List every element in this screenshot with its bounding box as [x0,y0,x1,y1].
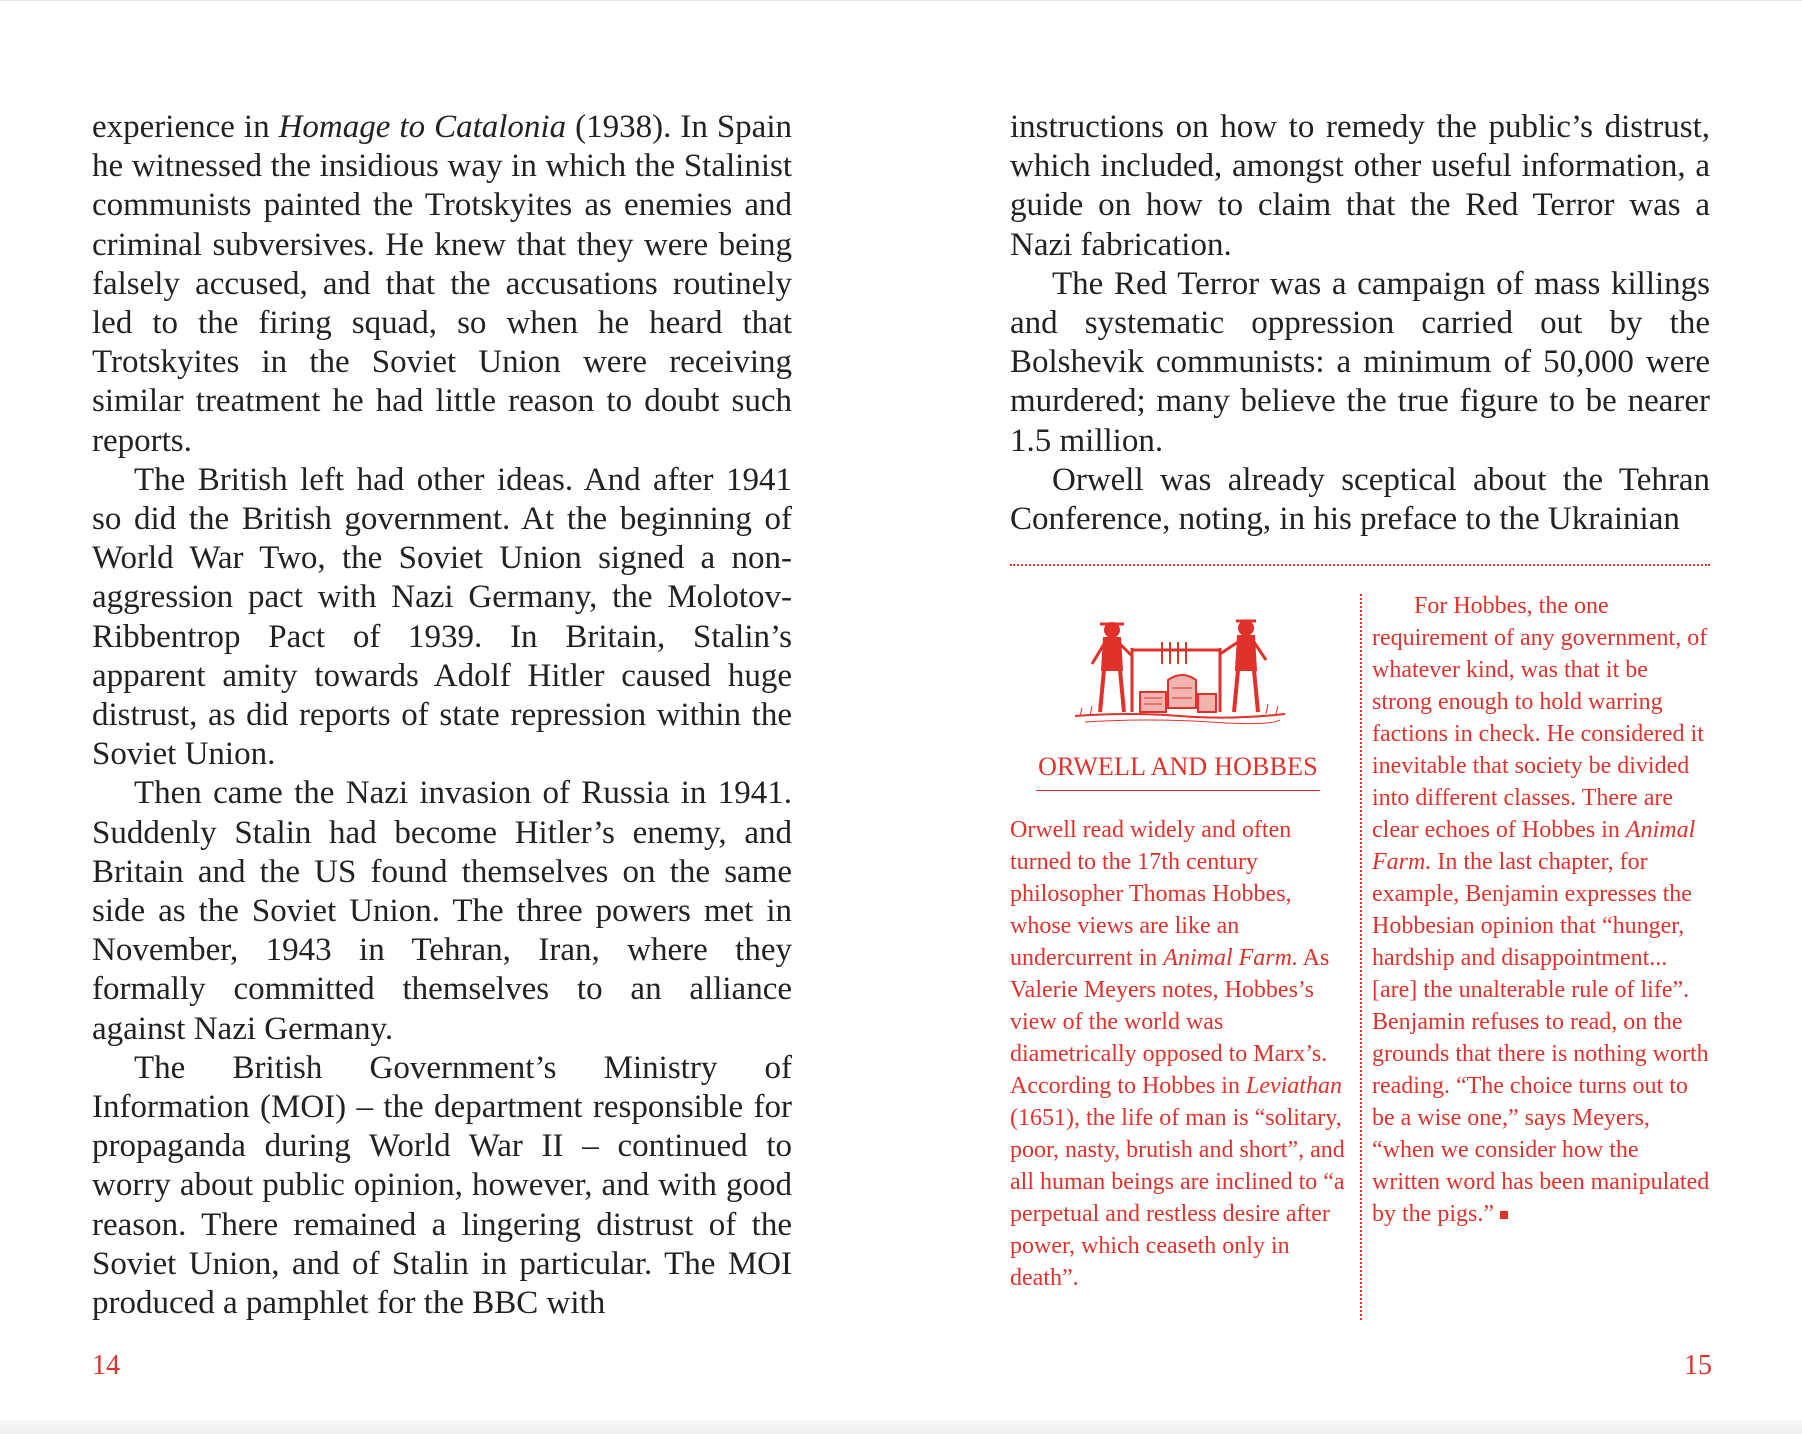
book-title-italic: Animal Farm. [1163,945,1298,971]
body-paragraph [92,108,792,461]
top-edge-rule [0,0,1802,1]
sidebar-text: Orwell read widely and often turned to the 17th century philosopher Thomas Hobbes, whose views are like an undercurrent in [1010,817,1292,971]
sidebar-paragraph [1010,814,1350,1294]
body-paragraph: The British Government’s Ministry of Information (MOI) – the department responsible for propaganda during World War II – continued to worry about public opinion, however, and with good reason. There remained a lingering distrust of the Soviet Union, and of Stalin in particular. The MOI produced a pamphlet for the BBC with [92,1049,792,1322]
sidebar-text: (1651), the life of man is “solitary, poor, nasty, brutish and short”, and all human beings are inclined to “a perpetual and restless desire after power, which ceaseth only in death”. [1010,1105,1345,1291]
body-paragraph: instructions on how to remedy the public’s distrust, which included, amongst other useful information, a guide on how to claim that the Red Terror was a Nazi fabrication. [1010,109,1710,263]
paragraph-text: (1938). In Spain he witnessed the insidious way in which the Stalinist communists painted the Trotskyites as enemies and criminal subversives. He knew that they were being falsely accused, and that the accusations routinely led to the firing squad, so when he heard that Trotskyites in the Soviet Union were receiving similar treatment he had little reason to doubt such reports. [92,109,793,459]
book-title-italic: Leviathan [1245,1073,1342,1099]
right-page-body [1010,108,1710,539]
sidebar-left-column [1010,814,1350,1294]
paragraph-text: experience in [92,109,279,145]
end-of-article-mark [1500,1211,1508,1219]
book-title-italic: Animal Farm. [1372,817,1696,875]
book-title-italic: Homage to Catalonia [278,109,567,145]
sidebar-column-divider [1360,594,1362,1320]
body-paragraph: The Red Terror was a campaign of mass killings and systematic oppression carried out by the Bolshevik communists: a minimum of 50,000 were murdered; many believe the true figure to be nearer 1.5 million. [1010,265,1710,459]
sidebar-right-column [1372,590,1712,1230]
body-paragraph: Then came the Nazi invasion of Russia in 1941. Suddenly Stalin had become Hitler’s enemy, and Britain and the US found themselves on the same side as the Soviet Union. The three powers met in November, 1943 in Tehran, Iran, where they formally committed themselves to an alliance against Nazi Germany. [92,775,792,1047]
sidebar-text: As Valerie Meyers notes, Hobbes’s view of the world was diametrically opposed to Marx’s. According to Hobbes in [1010,945,1330,1099]
sidebar-paragraph [1372,590,1712,1230]
sidebar-text: For Hobbes, the one requirement of any government, of whatever kind, was that it be strong enough to hold warring factions in check. He considered it inevitable that society be divided into different classes. There are clear echoes of Hobbes in [1372,593,1708,843]
woodcut-farmers-illustration [1070,608,1290,728]
body-paragraph: Orwell was already sceptical about the Tehran Conference, noting, in his preface to the Ukrainian [1010,461,1710,538]
sidebar-text: In the last chapter, for example, Benjamin expresses the Hobbesian opinion that “hunger, hardship and disappointment...[are] the unalterable rule of life”. Benjamin refuses to read, on the grounds that there is nothing worth reading. “The choice turns out to be a wise one,” says Meyers, “when we consider how the written word has been manipulated by the pigs.” [1372,849,1710,1227]
page-number-left: 14 [92,1350,120,1381]
body-paragraph: The British left had other ideas. And after 1941 so did the British government. At the beginning of World War Two, the Soviet Union signed a non-aggression pact with Nazi Germany, the Molotov-Ribbentrop Pact of 1939. In Britain, Stalin’s apparent amity towards Adolf Hitler caused huge distrust, as did reports of state repression within the Soviet Union. [92,461,792,773]
heading-underline [1036,790,1320,791]
sidebar-top-dotted-rule [1010,564,1710,566]
left-page-body [92,108,792,1323]
sidebar-heading: ORWELL AND HOBBES [1038,752,1318,781]
page-number-right: 15 [1684,1350,1712,1381]
bottom-edge-shade [0,1420,1802,1434]
